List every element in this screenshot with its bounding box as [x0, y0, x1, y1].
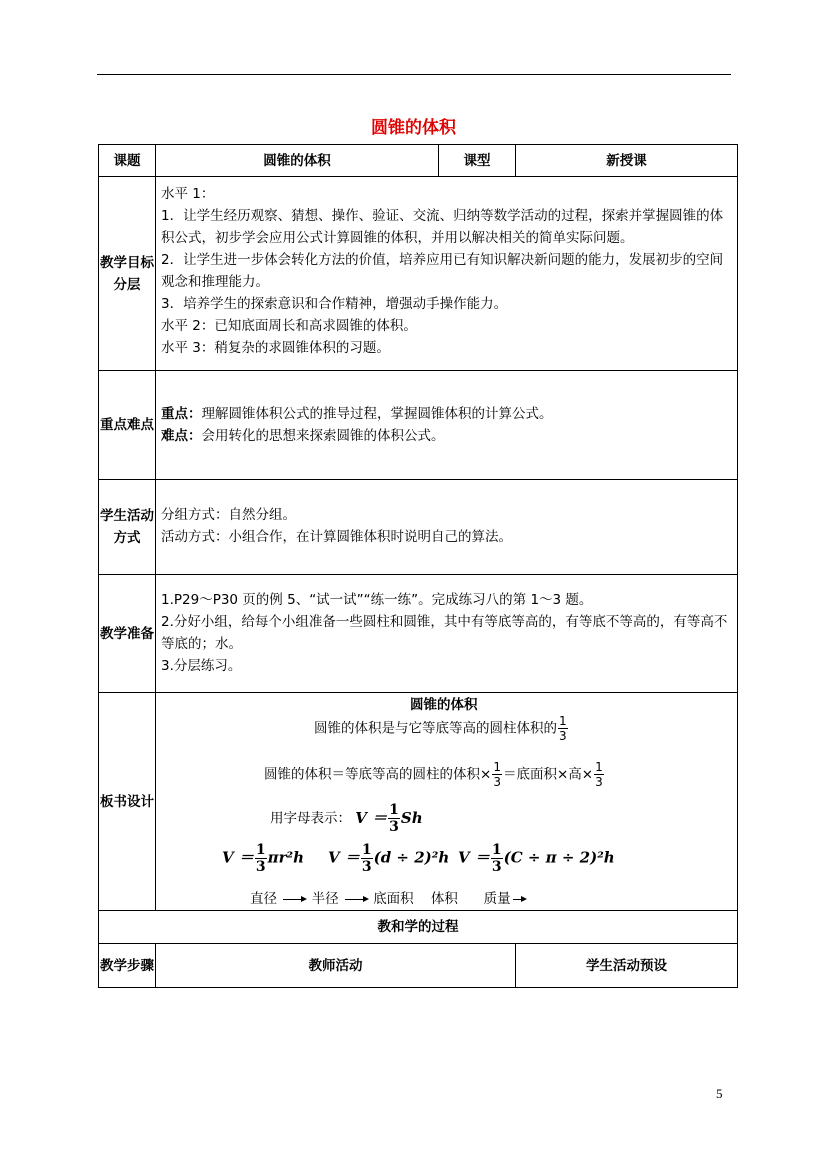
- topic-row: [99, 145, 738, 177]
- key-points-content: [156, 371, 738, 480]
- student-activity-header: 学生活动预设: [516, 944, 738, 988]
- arrow-right-icon: [345, 899, 367, 900]
- flow-item: 质量: [483, 891, 511, 907]
- process-title: 教和学的过程: [99, 911, 738, 944]
- objective-line: 3．培养学生的探索意识和合作精神，增强动手操作能力。: [161, 296, 508, 312]
- fraction-one-third: [388, 803, 400, 834]
- board-line-3: [270, 803, 423, 834]
- flow-item: 直径: [250, 891, 277, 907]
- arrow-right-icon: [513, 899, 525, 900]
- process-title-row: [99, 911, 738, 944]
- board-line-2: [264, 761, 605, 788]
- objectives-content: [156, 177, 738, 371]
- board-line-2-text-a: 圆锥的体积＝等底等高的圆柱的体积×: [264, 766, 492, 783]
- topic-label: 课题: [99, 145, 156, 177]
- page-title: 圆锥的体积: [371, 118, 456, 138]
- fraction-numerator: 1: [595, 760, 603, 774]
- fraction-denominator: 3: [255, 859, 266, 875]
- header-rule: [97, 74, 731, 75]
- objective-line: 2．让学生进一步体会转化方法的价值，培养应用已有知识解决新问题的能力，发展初步的空间观念和推理能力。: [161, 252, 724, 290]
- preparation-line: 1.P29～P30 页的例 5、“试一试”“练一练”。完成练习八的第 1～3 题。: [161, 592, 593, 608]
- focus-line: [161, 403, 732, 425]
- activity-label: 学生活动方式: [99, 480, 156, 575]
- board-line-3-label: 用字母表示：: [270, 810, 351, 827]
- objective-line: 水平 2：已知底面周长和高求圆锥的体积。: [161, 318, 417, 334]
- objectives-row: [99, 177, 738, 371]
- process-step-label: 教学步骤: [99, 944, 156, 988]
- activity-row: [99, 480, 738, 575]
- focus-text: 理解圆锥体积公式的推导过程，掌握圆锥体积的计算公式。: [201, 406, 553, 422]
- formula-rhs: (d ÷ 2)²h: [373, 848, 450, 867]
- fraction-one-third: [594, 761, 604, 788]
- arrow-right-icon: [283, 899, 305, 900]
- fraction-denominator: 3: [361, 859, 372, 875]
- formula-lhs: V ＝: [328, 848, 360, 867]
- key-points-label: 重点难点: [99, 371, 156, 480]
- flow-item: 半径: [311, 891, 339, 907]
- formula-lhs: V ＝: [458, 848, 490, 867]
- objectives-label: 教学目标分层: [99, 177, 156, 371]
- fraction-denominator: 3: [389, 819, 399, 835]
- formula-rhs: (C ÷ π ÷ 2)²h: [503, 848, 615, 867]
- lesson-plan-table: [98, 144, 738, 988]
- board-content: [156, 693, 738, 911]
- difficulty-line: [161, 425, 732, 447]
- fraction-denominator: 3: [595, 775, 603, 789]
- board-flow: [250, 887, 527, 907]
- difficulty-label: 难点：: [161, 428, 202, 444]
- formula-rhs: πr²h: [267, 848, 304, 867]
- fraction-denominator: 3: [491, 859, 502, 875]
- preparation-line: 2.分好小组，给每个小组准备一些圆柱和圆锥，其中有等底等高的，有等底不等高的，有等高不等底的；水。: [161, 614, 728, 652]
- type-label: 课型: [439, 145, 516, 177]
- teacher-activity-header: 教师活动: [156, 944, 516, 988]
- type-value: 新授课: [516, 145, 738, 177]
- fraction-denominator: 3: [493, 775, 501, 789]
- activity-line: 活动方式：小组合作，在计算圆锥体积时说明自己的算法。: [161, 529, 512, 545]
- page-number: 5: [716, 1086, 723, 1101]
- fraction-numerator: 1: [361, 842, 372, 858]
- objective-line: 水平 1：: [161, 186, 215, 202]
- board-label: 板书设计: [99, 693, 156, 911]
- fraction-numerator: 1: [389, 802, 399, 818]
- preparation-line: 3.分层练习。: [161, 658, 242, 674]
- preparation-row: [99, 575, 738, 693]
- fraction-denominator: 3: [559, 729, 567, 743]
- formula-rhs: Sh: [400, 808, 423, 827]
- board-row: [99, 693, 738, 911]
- fraction-one-third: [491, 843, 503, 874]
- activity-line: 分组方式：自然分组。: [161, 507, 296, 523]
- fraction-one-third: [255, 843, 267, 874]
- preparation-label: 教学准备: [99, 575, 156, 693]
- difficulty-text: 会用转化的思想来探索圆锥的体积公式。: [201, 428, 445, 444]
- formula-lhs: V ＝: [355, 808, 388, 827]
- preparation-content: [156, 575, 738, 693]
- formula-main: [355, 802, 423, 835]
- fraction-numerator: 1: [559, 714, 567, 728]
- formula-diameter: [328, 843, 449, 874]
- formula-lhs: V ＝: [222, 848, 254, 867]
- fraction-numerator: 1: [255, 842, 266, 858]
- fraction-one-third: [492, 761, 502, 788]
- board-line-1-text: 圆锥的体积是与它等底等高的圆柱体积的: [314, 720, 557, 737]
- key-points-row: [99, 371, 738, 480]
- objective-line: 水平 3：稍复杂的求圆锥体积的习题。: [161, 340, 390, 356]
- board-line-2-text-b: ＝底面积×高×: [502, 766, 594, 783]
- objective-line: 1．让学生经历观察、猜想、操作、验证、交流、归纳等数学活动的过程，探索并掌握圆锥的体积公式，初步学会应用公式计算圆锥的体积，并用以解决相关的简单实际问题。: [161, 208, 724, 246]
- fraction-one-third: [558, 715, 568, 742]
- fraction-numerator: 1: [493, 760, 501, 774]
- fraction-numerator: 1: [491, 842, 502, 858]
- process-header-row: [99, 944, 738, 988]
- topic-value: 圆锥的体积: [156, 145, 439, 177]
- board-line-1: [314, 715, 569, 742]
- flow-item: 体积: [430, 891, 458, 907]
- fraction-one-third: [361, 843, 373, 874]
- focus-label: 重点：: [161, 406, 202, 422]
- activity-content: [156, 480, 738, 575]
- formula-circumference: [458, 843, 615, 874]
- board-heading: 圆锥的体积: [410, 697, 478, 713]
- formula-radius: [222, 843, 304, 874]
- flow-item: 底面积: [373, 891, 414, 907]
